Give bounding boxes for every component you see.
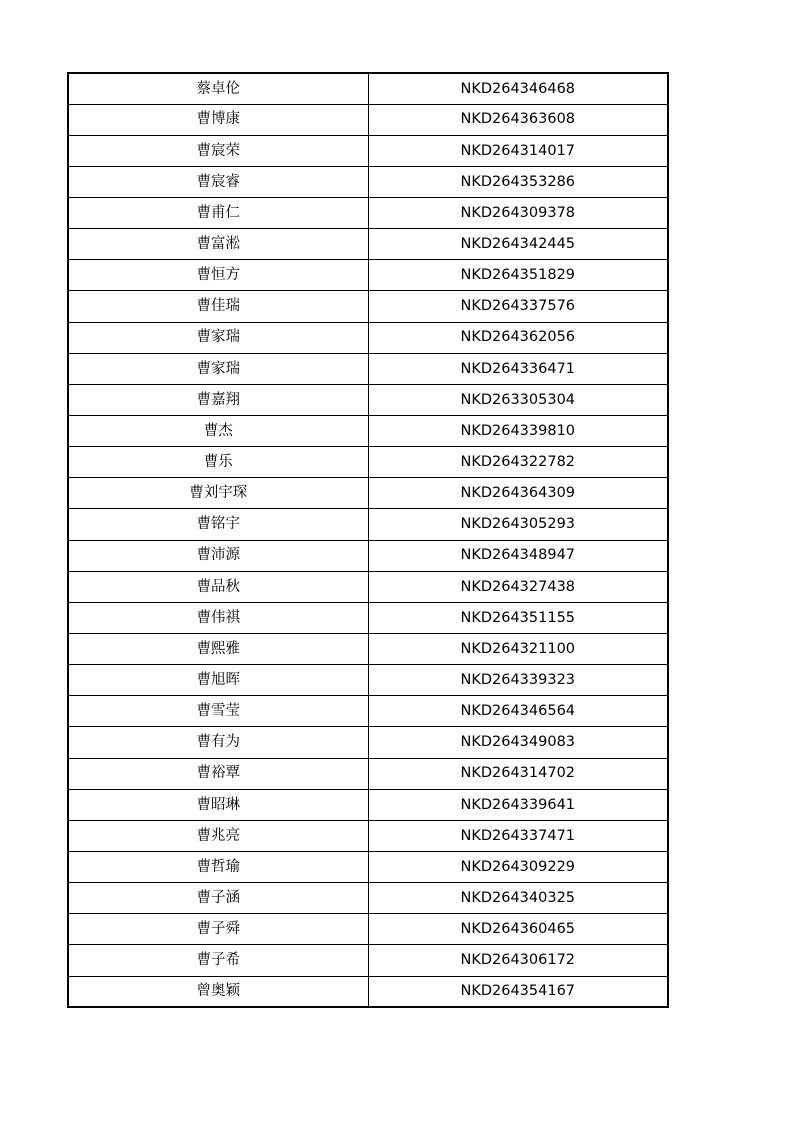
id-cell: NKD264336471 bbox=[368, 353, 668, 384]
name-cell: 曹刘宇琛 bbox=[68, 478, 368, 509]
name-cell: 曹恒方 bbox=[68, 260, 368, 291]
name-cell: 曹伟祺 bbox=[68, 602, 368, 633]
table-row bbox=[68, 945, 668, 976]
id-cell: NKD264364309 bbox=[368, 478, 668, 509]
id-cell: NKD264339810 bbox=[368, 416, 668, 447]
table-row bbox=[68, 758, 668, 789]
name-cell: 曾奥颖 bbox=[68, 976, 368, 1007]
name-cell: 曹子希 bbox=[68, 945, 368, 976]
name-cell: 曹富淞 bbox=[68, 229, 368, 260]
id-cell: NKD264327438 bbox=[368, 571, 668, 602]
table-row bbox=[68, 229, 668, 260]
name-cell: 曹嘉翔 bbox=[68, 384, 368, 415]
name-cell: 曹子涵 bbox=[68, 883, 368, 914]
name-cell: 曹昭琳 bbox=[68, 789, 368, 820]
id-cell: NKD264314702 bbox=[368, 758, 668, 789]
table-row bbox=[68, 166, 668, 197]
id-cell: NKD264337576 bbox=[368, 291, 668, 322]
name-cell: 曹有为 bbox=[68, 727, 368, 758]
id-cell: NKD264351155 bbox=[368, 602, 668, 633]
table-row bbox=[68, 852, 668, 883]
name-cell: 曹杰 bbox=[68, 416, 368, 447]
roster-table bbox=[67, 72, 669, 1008]
id-cell: NKD264346468 bbox=[368, 73, 668, 104]
table-row bbox=[68, 291, 668, 322]
name-cell: 曹佳瑞 bbox=[68, 291, 368, 322]
name-cell: 曹乐 bbox=[68, 447, 368, 478]
table-row bbox=[68, 135, 668, 166]
name-cell: 曹哲瑜 bbox=[68, 852, 368, 883]
table-row bbox=[68, 322, 668, 353]
table-row bbox=[68, 665, 668, 696]
table-row bbox=[68, 540, 668, 571]
table-row bbox=[68, 384, 668, 415]
id-cell: NKD264360465 bbox=[368, 914, 668, 945]
table-row bbox=[68, 104, 668, 135]
table-row bbox=[68, 789, 668, 820]
name-cell: 曹雪莹 bbox=[68, 696, 368, 727]
id-cell: NKD264309378 bbox=[368, 198, 668, 229]
id-cell: NKD264346564 bbox=[368, 696, 668, 727]
table-row bbox=[68, 416, 668, 447]
table-row bbox=[68, 571, 668, 602]
id-cell: NKD264354167 bbox=[368, 976, 668, 1007]
table-row bbox=[68, 602, 668, 633]
id-cell: NKD264337471 bbox=[368, 820, 668, 851]
id-cell: NKD264305293 bbox=[368, 509, 668, 540]
id-cell: NKD264351829 bbox=[368, 260, 668, 291]
name-cell: 曹博康 bbox=[68, 104, 368, 135]
id-cell: NKD264339641 bbox=[368, 789, 668, 820]
name-cell: 曹家瑞 bbox=[68, 353, 368, 384]
id-cell: NKD264322782 bbox=[368, 447, 668, 478]
roster-table-body bbox=[68, 73, 668, 1007]
id-cell: NKD264314017 bbox=[368, 135, 668, 166]
table-row bbox=[68, 820, 668, 851]
table-row bbox=[68, 198, 668, 229]
id-cell: NKD264309229 bbox=[368, 852, 668, 883]
id-cell: NKD264349083 bbox=[368, 727, 668, 758]
table-row bbox=[68, 883, 668, 914]
table-row bbox=[68, 696, 668, 727]
table-row bbox=[68, 478, 668, 509]
id-cell: NKD264348947 bbox=[368, 540, 668, 571]
id-cell: NKD264362056 bbox=[368, 322, 668, 353]
id-cell: NKD264339323 bbox=[368, 665, 668, 696]
table-row bbox=[68, 260, 668, 291]
name-cell: 曹家瑞 bbox=[68, 322, 368, 353]
name-cell: 曹宸睿 bbox=[68, 166, 368, 197]
table-row bbox=[68, 976, 668, 1007]
name-cell: 曹子舜 bbox=[68, 914, 368, 945]
table-row bbox=[68, 447, 668, 478]
name-cell: 曹甫仁 bbox=[68, 198, 368, 229]
name-cell: 曹沛源 bbox=[68, 540, 368, 571]
name-cell: 曹宸荣 bbox=[68, 135, 368, 166]
name-cell: 曹铭宇 bbox=[68, 509, 368, 540]
table-row bbox=[68, 73, 668, 104]
table-row bbox=[68, 634, 668, 665]
name-cell: 曹兆亮 bbox=[68, 820, 368, 851]
id-cell: NKD264321100 bbox=[368, 634, 668, 665]
id-cell: NKD264353286 bbox=[368, 166, 668, 197]
id-cell: NKD264306172 bbox=[368, 945, 668, 976]
table-row bbox=[68, 353, 668, 384]
table-row bbox=[68, 509, 668, 540]
table-row bbox=[68, 727, 668, 758]
name-cell: 曹旭晖 bbox=[68, 665, 368, 696]
id-cell: NKD264340325 bbox=[368, 883, 668, 914]
name-cell: 曹品秋 bbox=[68, 571, 368, 602]
name-cell: 曹熙雅 bbox=[68, 634, 368, 665]
id-cell: NKD264363608 bbox=[368, 104, 668, 135]
id-cell: NKD263305304 bbox=[368, 384, 668, 415]
name-cell: 蔡卓伦 bbox=[68, 73, 368, 104]
id-cell: NKD264342445 bbox=[368, 229, 668, 260]
name-cell: 曹裕覃 bbox=[68, 758, 368, 789]
table-row bbox=[68, 914, 668, 945]
